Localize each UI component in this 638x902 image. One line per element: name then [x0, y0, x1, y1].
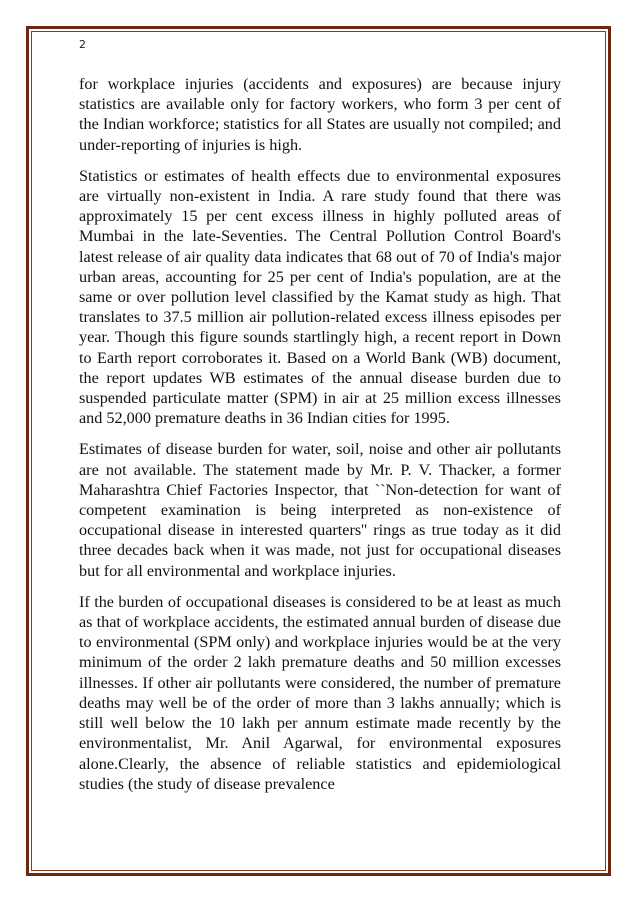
paragraph-3: Estimates of disease burden for water, soil, noise and other air pollutants are not available. The statement made by Mr. P. V. Thacker, a former Maharashtra Chief Factories Inspector, that ``Non-detection for want of competent examination is being interpreted as non-existence of occupational disease in interested quarters'' rings as true today as it did three decades back when it was made, not just for occupational diseases but for all environmental and workplace injuries. — [79, 440, 561, 580]
document-body — [79, 74, 561, 805]
paragraph-4: If the burden of occupational diseases is considered to be at least as much as that of workplace accidents, the estimated annual burden of disease due to environmental (SPM only) and workplace injuries would be at the very minimum of the order 2 lakh premature deaths and 50 million excesses illnesses. If other air pollutants were considered, the number of premature deaths may well be of the order of more than 3 lakhs annually; which is still well below the 10 lakh per annum estimate made recently by the environmentalist, Mr. Anil Agarwal, for environmental exposures alone.Clearly, the absence of reliable statistics and epidemiological studies (the study of disease prevalence — [79, 592, 561, 793]
page-number: 2 — [79, 38, 86, 51]
paragraph-1: for workplace injuries (accidents and exposures) are because injury statistics are available only for factory workers, who form 3 per cent of the Indian workforce; statistics for all States are usually not compiled; and under-reporting of injuries is high. — [79, 75, 561, 154]
paragraph-2: Statistics or estimates of health effects due to environmental exposures are virtually non-existent in India. A rare study found that there was approximately 15 per cent excess illness in highly polluted areas of Mumbai in the late-Seventies. The Central Pollution Control Board's latest release of air quality data indicates that 68 out of 70 of India's major urban areas, accounting for 25 per cent of India's population, are at the same or over pollution level classified by the Kamat study as high. That translates to 37.5 million air pollution-related excess illness episodes per year. Though this figure sounds startlingly high, a recent report in Down to Earth report corroborates it. Based on a World Bank (WB) document, the report updates WB estimates of the annual disease burden due to suspended particulate matter (SPM) in air at 25 million excess illnesses and 52,000 premature deaths in 36 Indian cities for 1995. — [79, 166, 561, 428]
